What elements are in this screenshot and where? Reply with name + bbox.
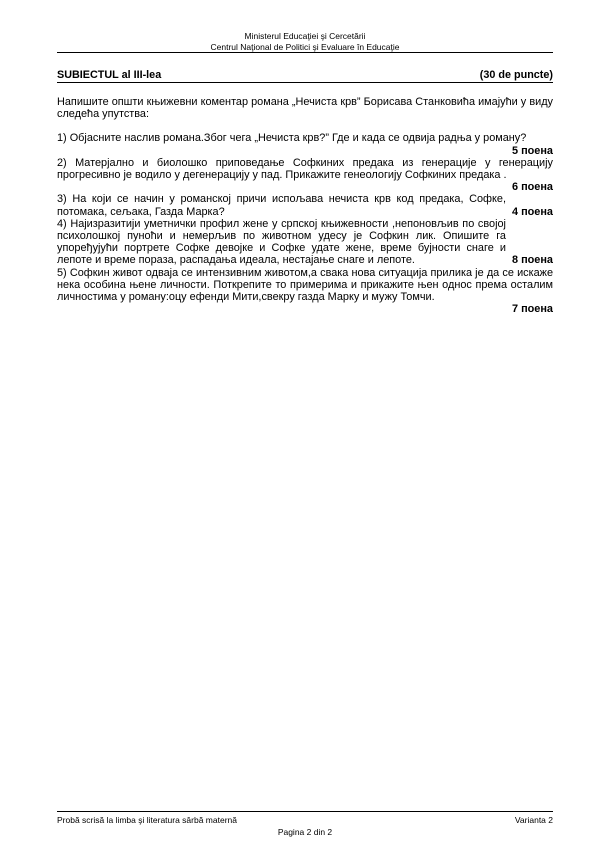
question-points: 6 поена [511, 181, 553, 194]
intro-text: Напишите општи књижевни коментар романа „Нечиста крв” Борисава Станковића имајући у виду следећа упутства: [57, 96, 553, 121]
question-text: 2) Матерјално и биолошко приповедање Софкиних предака из генерације у генерацију прогресивно је водило у дегенерацију у пад. Прикажите генеологију Софкиних предака . [57, 156, 553, 182]
question-text: 1) Објасните наслив романа.Због чега „Нечиста крв?” Где и када се одвија радња у роману? [57, 132, 527, 145]
question-points: 8 поена [511, 254, 553, 267]
exam-name: Probă scrisă la limba şi literatura sârbă maternă [57, 815, 237, 825]
ministry-name: Ministerul Educaţiei şi Cercetării [244, 31, 366, 41]
subject-heading [57, 69, 553, 83]
question-points: 5 поена [511, 144, 553, 157]
question-item-4 [57, 218, 553, 267]
question-points: 4 поена [511, 205, 553, 218]
page-number: Pagina 2 din 2 [277, 827, 333, 837]
question-item-5 [57, 267, 553, 316]
question-text: 4) Најизразитији уметнички профил жене у српској књижевности ,непоновљив по својој психолошкој пуноћи и немерљив по животном удесу је Софкин лик. Опишите га упоређујући портрете Софке девојке и Софке удате жене, време бујности снаге и лепоте и време пораза, распадања идеала, нестајање снаге и лепоте. [57, 217, 506, 267]
header-divider [57, 52, 553, 53]
subject-points: (30 de puncte) [479, 69, 553, 81]
question-item-3 [57, 193, 553, 217]
exam-content [57, 96, 553, 315]
question-item-2 [57, 157, 553, 194]
question-item-1 [57, 132, 553, 156]
question-text: 5) Софкин живот одваја се интензивним животом,а свака нова ситуација прилика је да се искаже нека особина њене личности. Поткрепите то примерима и прикажите њен однос према осталим личностима у роману:оцу ефенди Мити,свекру газда Марку и мужу Томчи. [57, 266, 553, 304]
question-text: 3) На који се начин у романској причи испољава нечиста крв код предака, Софке, потомака, сељака, Газда Марка? [57, 193, 506, 218]
variant-label: Varianta 2 [514, 815, 553, 825]
footer-divider [57, 811, 553, 812]
page-footer [57, 815, 553, 826]
question-points: 7 поена [511, 303, 553, 316]
subject-title: SUBIECTUL al III-lea [57, 69, 162, 81]
page-header [0, 31, 610, 52]
center-name: Centrul Naţional de Politici şi Evaluare în Educaţie [210, 41, 400, 52]
